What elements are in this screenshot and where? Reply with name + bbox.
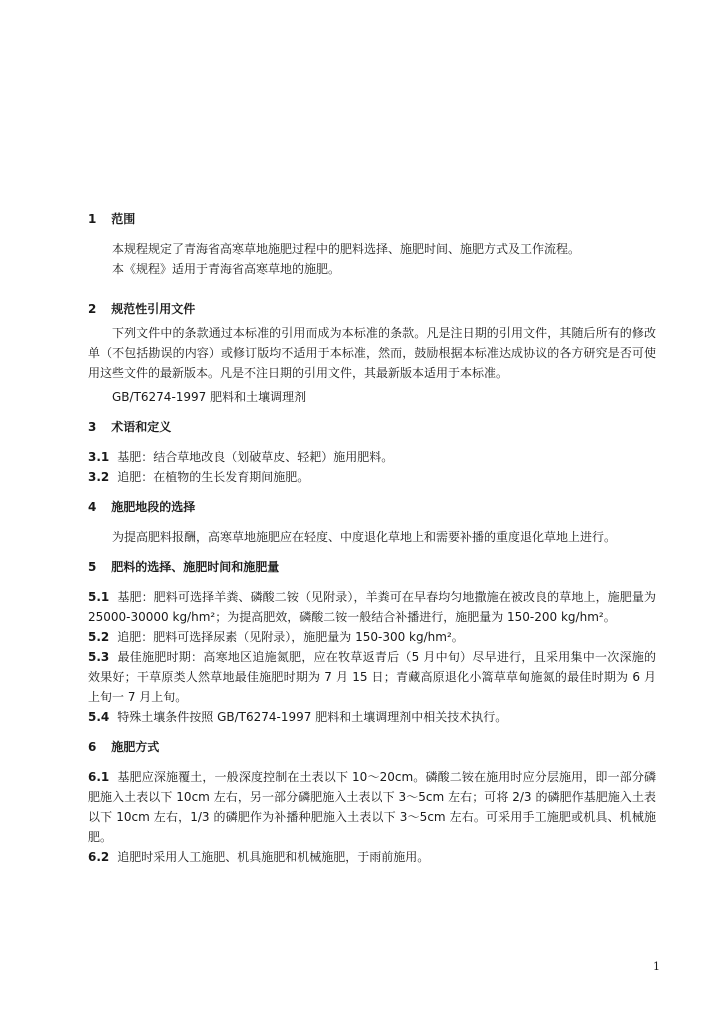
section-title: 规范性引用文件 [111,302,196,316]
reference-entry: GB/T6274-1997 肥料和土壤调理剂 [112,390,307,404]
clause-text: 特殊土壤条件按照 GB/T6274-1997 肥料和土壤调理剂中相关技术执行。 [117,710,508,724]
clause-text: 最佳施肥时期：高寒地区追施氮肥，应在牧草返青后（5 月中旬）尽早进行，且采用集中一次深施的效果好；干草原类人然草地最佳施肥时期为 7 月 15 日；青藏高原退化小篙草草甸施氮的最佳时期为 6 月上旬一 7 月上旬。 [88,650,656,704]
clause-text: 追肥：在植物的生长发育期间施肥。 [117,470,310,484]
clause-number: 5.1 [88,590,110,604]
section-number: 2 [88,302,97,316]
document-body [88,209,656,867]
section-number: 3 [88,420,97,434]
clause-number: 3.1 [88,450,110,464]
section-title: 施肥地段的选择 [111,500,196,514]
clause-text: 追肥：肥料可选择尿素（见附录），施肥量为 150-300 kg/hm²。 [117,630,464,644]
clause [88,467,656,487]
section-title: 施肥方式 [111,740,160,754]
clause [88,627,656,647]
clause-text: 基肥：结合草地改良（划破草皮、轻耙）施用肥料。 [117,450,394,464]
section-title: 范围 [111,212,136,226]
section-heading-normative-references [88,299,656,319]
clause-number: 6.2 [88,850,110,864]
page-number: 1 [653,960,660,973]
section-title: 肥料的选择、施肥时间和施肥量 [111,560,280,574]
paragraph: 本《规程》适用于青海省高寒草地的施肥。 [112,262,341,276]
clause-number: 3.2 [88,470,110,484]
paragraph: 本规程规定了青海省高寒草地施肥过程中的肥料选择、施肥时间、施肥方式及工作流程。 [112,242,581,256]
section-number: 6 [88,740,97,754]
section-heading-scope [88,209,656,229]
section-heading-application-method [88,737,656,757]
section-number: 1 [88,212,97,226]
section-title: 术语和定义 [111,420,172,434]
section-heading-fertilizer-selection [88,557,656,577]
clause-number: 5.4 [88,710,110,724]
clause-number: 6.1 [88,770,110,784]
clause [88,707,656,727]
clause [88,447,656,467]
section-number: 4 [88,500,97,514]
paragraph: 下列文件中的条款通过本标准的引用而成为本标准的条款。凡是注日期的引用文件，其随后所有的修改单（不包括勘误的内容）或修订版均不适用于本标准，然而，鼓励根据本标准达成协议的各方研究是否可使用这些文件的最新版本。凡是不注日期的引用文件，其最新版本适用于本标准。 [88,326,656,380]
clause-text: 基肥：肥料可选择羊粪、磷酸二铵（见附录），羊粪可在早春均匀地撒施在被改良的草地上，施肥量为 25000-30000 kg/hm²；为提高肥效，磷酸二铵一般结合补播进行，施肥量为 150-200 kg/hm²。 [88,590,656,624]
clause [88,847,656,867]
clause-number: 5.3 [88,650,110,664]
section-heading-site-selection [88,497,656,517]
clause [88,647,656,707]
clause [88,587,656,627]
clause [88,767,656,847]
clause-number: 5.2 [88,630,110,644]
clause-text: 追肥时采用人工施肥、机具施肥和机械施肥，于雨前施用。 [117,850,430,864]
section-heading-terms [88,417,656,437]
paragraph: 为提高肥料报酬，高寒草地施肥应在轻度、中度退化草地上和需要补播的重度退化草地上进行。 [112,530,617,544]
section-number: 5 [88,560,97,574]
clause-text: 基肥应深施覆土，一般深度控制在土表以下 10～20cm。磷酸二铵在施用时应分层施用，即一部分磷肥施入土表以下 10cm 左右，另一部分磷肥施入土表以下 3～5cm 左右；可将 2/3 的磷肥作基肥施入土表以下 10cm 左右，1/3 的磷肥作为补播种肥施入土表以下 3～5cm 左右。可采用手工施肥或机具、机械施肥。 [88,770,656,844]
